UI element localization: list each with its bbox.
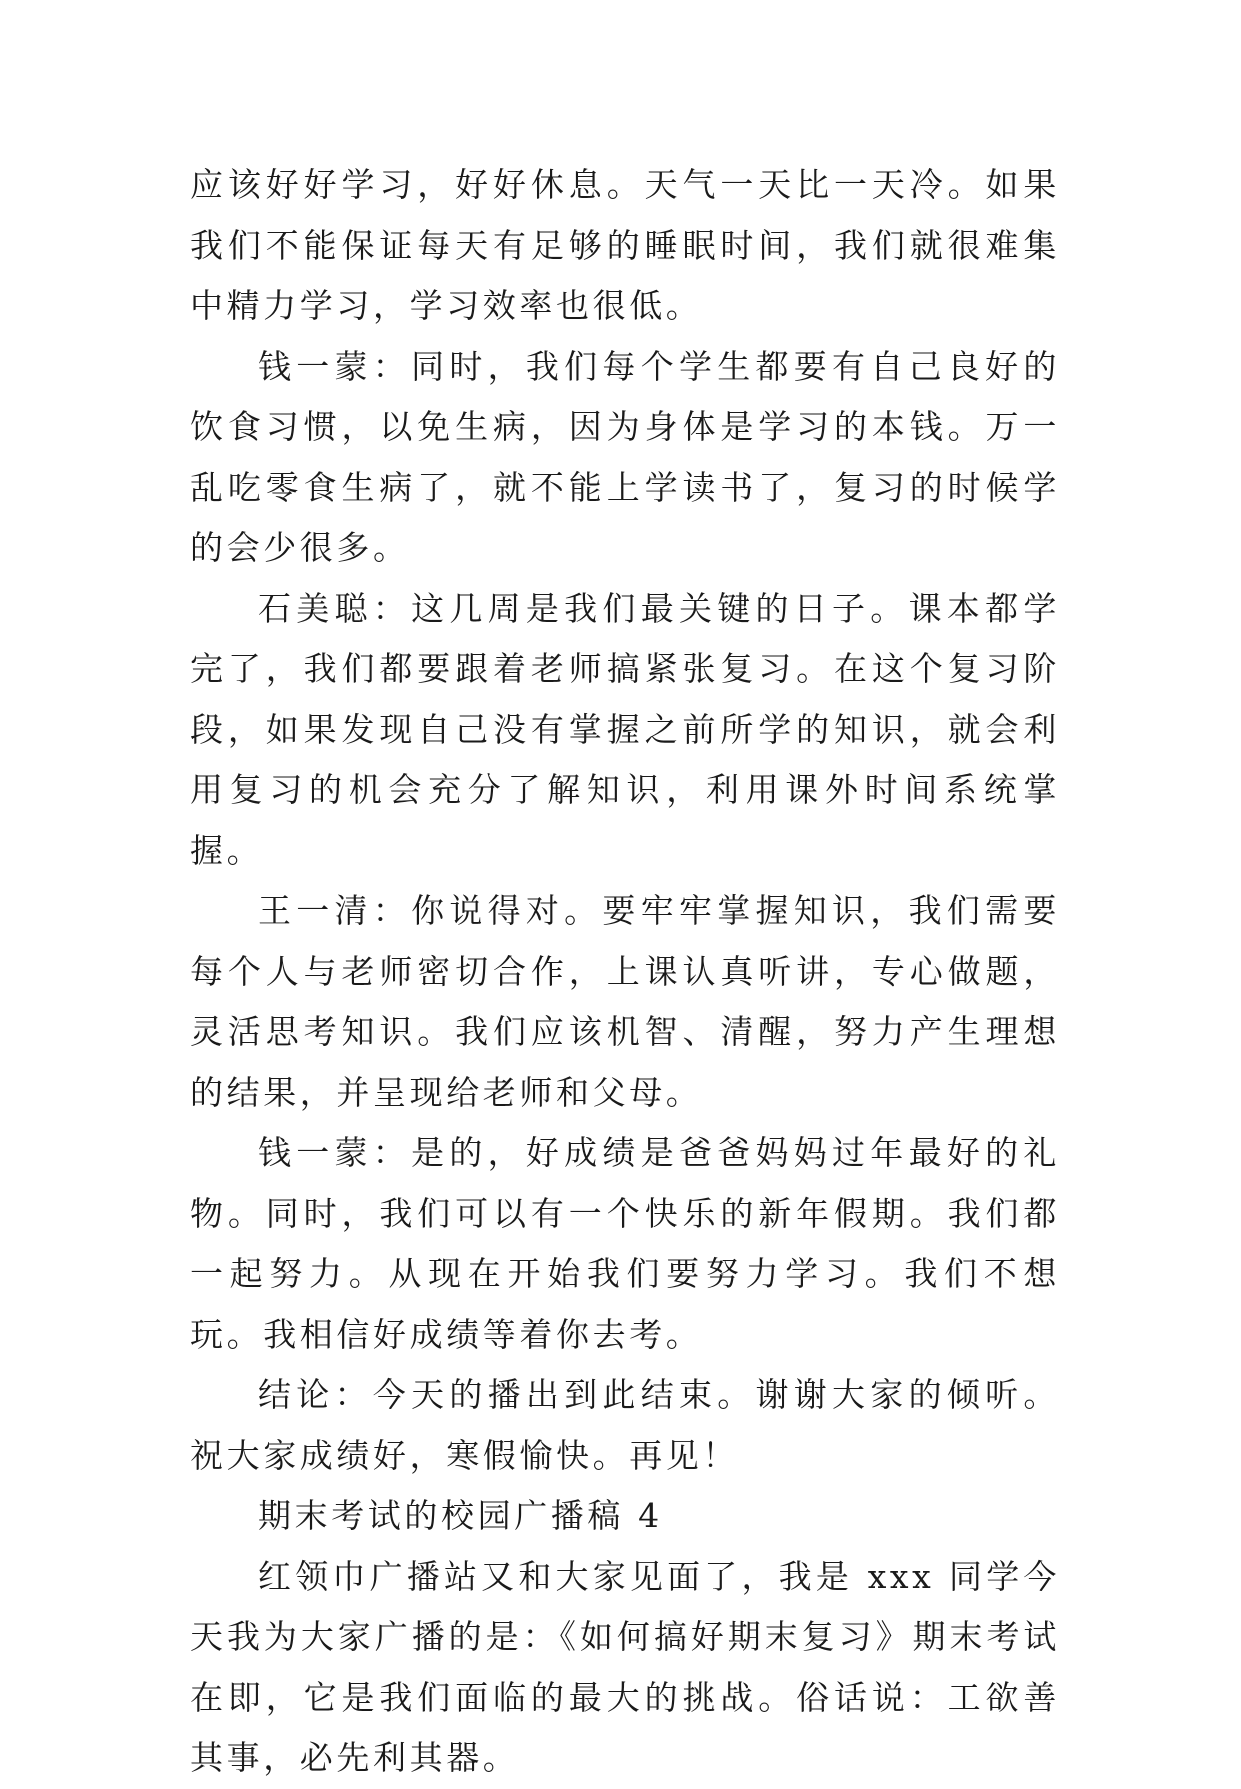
document-body <box>190 155 1060 1789</box>
section-heading: 期末考试的校园广播稿 4 <box>258 1496 663 1535</box>
paragraph-broadcast-intro: 红领巾广播站又和大家见面了，我是 xxx 同学今天我为大家广播的是：《如何搞好期末复习》期末考试在即，它是我们面临的最大的挑战。俗话说：工欲善其事，必先利其器。 <box>190 1556 1060 1777</box>
paragraph-continuation: 应该好好学习，好好休息。天气一天比一天冷。如果我们不能保证每天有足够的睡眠时间，我们就很难集中精力学习，学习效率也很低。 <box>190 165 1060 325</box>
paragraph-conclusion: 结论：今天的播出到此结束。谢谢大家的倾听。祝大家成绩好，寒假愉快。再见！ <box>190 1375 1060 1475</box>
paragraph-qian-yimeng-1: 钱一蒙：同时，我们每个学生都要有自己良好的饮食习惯，以免生病，因为身体是学习的本钱。万一乱吃零食生病了，就不能上学读书了，复习的时候学的会少很多。 <box>190 346 1060 567</box>
paragraph-shi-meicong: 石美聪：这几周是我们最关键的日子。课本都学完了，我们都要跟着老师搞紧张复习。在这个复习阶段，如果发现自己没有掌握之前所学的知识，就会利用复习的机会充分了解知识，利用课外时间系统掌握。 <box>190 588 1060 870</box>
paragraph-qian-yimeng-2: 钱一蒙：是的，好成绩是爸爸妈妈过年最好的礼物。同时，我们可以有一个快乐的新年假期。我们都一起努力。从现在开始我们要努力学习。我们不想玩。我相信好成绩等着你去考。 <box>190 1133 1060 1354</box>
paragraph-wang-yiqing: 王一清：你说得对。要牢牢掌握知识，我们需要每个人与老师密切合作，上课认真听讲，专心做题，灵活思考知识。我们应该机智、清醒，努力产生理想的结果，并呈现给老师和父母。 <box>190 891 1060 1112</box>
